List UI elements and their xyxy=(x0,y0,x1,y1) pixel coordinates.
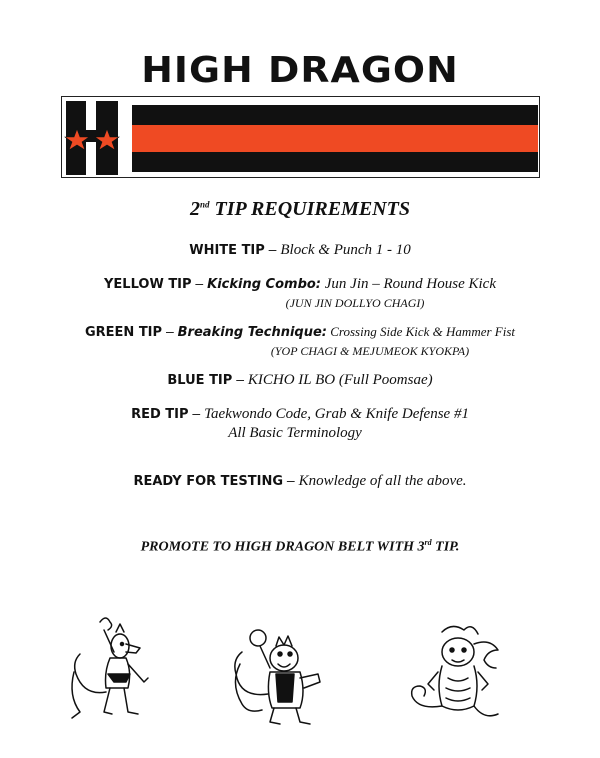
requirement-white xyxy=(0,240,600,260)
belt-stripes-graphic xyxy=(62,97,541,179)
req-subtext: (YOP CHAGI & MEJUMEOK KYOKPA) xyxy=(270,344,470,358)
section-heading xyxy=(0,198,600,221)
tip-number: 2 xyxy=(190,198,201,220)
req-text: Block & Punch 1 - 10 xyxy=(280,242,411,258)
req-label: READY FOR TESTING xyxy=(133,474,284,489)
req-sep: – xyxy=(162,323,178,339)
req-emphasis: Breaking Technique: xyxy=(177,325,327,340)
requirement-ready xyxy=(0,471,600,491)
req-label: YELLOW TIP xyxy=(104,277,192,292)
dragon-curly-icon xyxy=(402,622,512,732)
requirement-red xyxy=(0,404,600,442)
req-text: KICHO IL BO (Full Poomsae) xyxy=(247,372,433,388)
req-sep: – xyxy=(283,472,299,488)
tip-number-suffix: nd xyxy=(200,199,210,210)
req-text: Jun Jin – Round House Kick xyxy=(321,276,496,292)
page-title: HIGH DRAGON xyxy=(141,50,459,91)
requirement-yellow xyxy=(0,274,600,312)
req-label: RED TIP xyxy=(131,407,189,422)
req-text: Taekwondo Code, Grab & Knife Defense #1 xyxy=(204,406,469,422)
req-sep: – xyxy=(232,371,248,387)
promote-suffix: rd xyxy=(424,538,432,547)
promote-text: PROMOTE TO HIGH DRAGON BELT WITH 3 xyxy=(140,539,425,555)
req-sep: – xyxy=(264,241,281,257)
requirement-green xyxy=(0,322,600,360)
promote-end: TIP. xyxy=(431,539,460,555)
req-label: BLUE TIP xyxy=(167,373,233,388)
req-label: WHITE TIP xyxy=(189,243,265,258)
req-label: GREEN TIP xyxy=(84,325,163,340)
heading-text: TIP REQUIREMENTS xyxy=(214,198,410,220)
requirement-blue xyxy=(0,370,600,390)
promotion-note xyxy=(0,538,600,556)
dragon-karate-pose-icon xyxy=(50,612,160,732)
belt-banner xyxy=(61,96,540,178)
req-sep: – xyxy=(191,275,208,291)
req-emphasis: Kicking Combo: xyxy=(207,277,322,292)
req-subtext: All Basic Terminology xyxy=(228,425,362,441)
req-text: Crossing Side Kick & Hammer Fist xyxy=(327,324,516,339)
req-sep: – xyxy=(188,405,205,421)
req-text: Knowledge of all the above. xyxy=(298,473,467,489)
dragon-flexing-icon xyxy=(222,624,332,734)
req-subtext: (JUN JIN DOLLYO CHAGI) xyxy=(285,296,425,310)
